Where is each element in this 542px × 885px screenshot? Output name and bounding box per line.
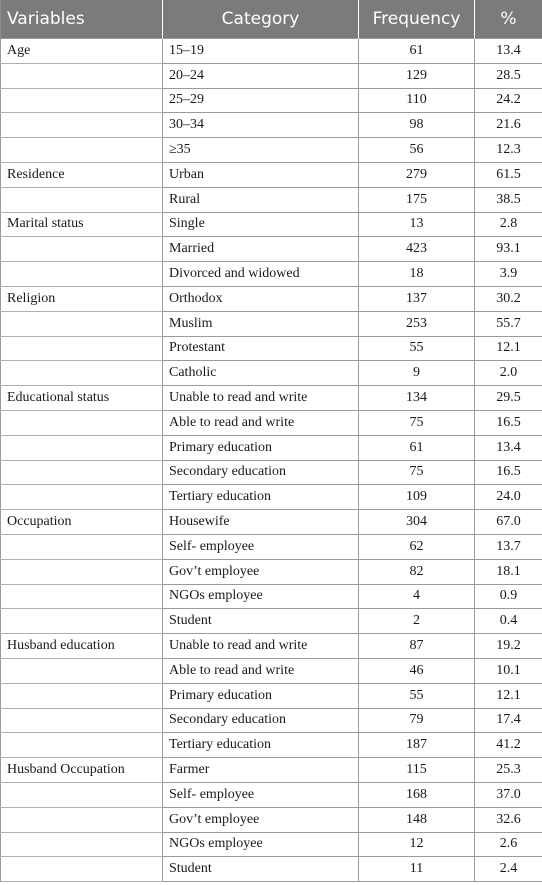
cell-percent: 93.1 <box>475 237 542 262</box>
header-row <box>1 0 542 39</box>
cell-variable <box>1 609 163 634</box>
cell-percent: 16.5 <box>475 460 542 485</box>
cell-variable: Husband education <box>1 634 163 659</box>
cell-category: Able to read and write <box>163 410 359 435</box>
cell-category: Unable to read and write <box>163 386 359 411</box>
cell-percent: 21.6 <box>475 113 542 138</box>
cell-variable <box>1 683 163 708</box>
table-row <box>1 807 542 832</box>
table-row <box>1 832 542 857</box>
cell-category: Married <box>163 237 359 262</box>
cell-variable <box>1 857 163 882</box>
cell-frequency: 253 <box>359 311 475 336</box>
table-row <box>1 386 542 411</box>
table-row <box>1 857 542 882</box>
table-row <box>1 162 542 187</box>
cell-frequency: 137 <box>359 286 475 311</box>
cell-percent: 2.0 <box>475 361 542 386</box>
table-row <box>1 113 542 138</box>
cell-percent: 55.7 <box>475 311 542 336</box>
cell-variable <box>1 782 163 807</box>
cell-variable <box>1 138 163 163</box>
cell-frequency: 175 <box>359 187 475 212</box>
table-row <box>1 510 542 535</box>
cell-percent: 37.0 <box>475 782 542 807</box>
cell-variable <box>1 658 163 683</box>
cell-frequency: 75 <box>359 410 475 435</box>
table-row <box>1 286 542 311</box>
cell-percent: 24.2 <box>475 88 542 113</box>
table-row <box>1 435 542 460</box>
table-row <box>1 733 542 758</box>
table-row <box>1 311 542 336</box>
table-row <box>1 187 542 212</box>
cell-frequency: 12 <box>359 832 475 857</box>
cell-frequency: 75 <box>359 460 475 485</box>
cell-variable <box>1 336 163 361</box>
cell-variable <box>1 435 163 460</box>
cell-variable <box>1 187 163 212</box>
cell-percent: 19.2 <box>475 634 542 659</box>
table-row <box>1 88 542 113</box>
cell-variable <box>1 88 163 113</box>
cell-variable <box>1 559 163 584</box>
cell-variable: Educational status <box>1 386 163 411</box>
header-variables: Variables <box>1 0 163 39</box>
cell-frequency: 61 <box>359 39 475 64</box>
cell-category: 15–19 <box>163 39 359 64</box>
cell-category: Able to read and write <box>163 658 359 683</box>
header-category: Category <box>163 0 359 39</box>
cell-percent: 61.5 <box>475 162 542 187</box>
cell-category: Single <box>163 212 359 237</box>
cell-category: NGOs employee <box>163 584 359 609</box>
cell-category: Student <box>163 609 359 634</box>
cell-frequency: 187 <box>359 733 475 758</box>
table-row <box>1 361 542 386</box>
table-row <box>1 237 542 262</box>
cell-percent: 18.1 <box>475 559 542 584</box>
cell-variable: Age <box>1 39 163 64</box>
cell-variable <box>1 832 163 857</box>
cell-frequency: 82 <box>359 559 475 584</box>
table-row <box>1 336 542 361</box>
cell-variable <box>1 708 163 733</box>
table-row <box>1 460 542 485</box>
cell-frequency: 9 <box>359 361 475 386</box>
table-body <box>1 39 542 882</box>
cell-frequency: 11 <box>359 857 475 882</box>
cell-category: Divorced and widowed <box>163 262 359 287</box>
cell-category: NGOs employee <box>163 832 359 857</box>
cell-frequency: 55 <box>359 683 475 708</box>
cell-category: Secondary education <box>163 708 359 733</box>
cell-percent: 0.4 <box>475 609 542 634</box>
cell-percent: 17.4 <box>475 708 542 733</box>
cell-category: Tertiary education <box>163 485 359 510</box>
cell-percent: 12.3 <box>475 138 542 163</box>
cell-percent: 10.1 <box>475 658 542 683</box>
cell-category: Self- employee <box>163 782 359 807</box>
cell-category: Secondary education <box>163 460 359 485</box>
cell-variable <box>1 410 163 435</box>
cell-frequency: 4 <box>359 584 475 609</box>
cell-variable <box>1 733 163 758</box>
cell-category: ≥35 <box>163 138 359 163</box>
cell-frequency: 79 <box>359 708 475 733</box>
cell-frequency: 115 <box>359 758 475 783</box>
cell-frequency: 46 <box>359 658 475 683</box>
table-row <box>1 39 542 64</box>
cell-frequency: 304 <box>359 510 475 535</box>
table-row <box>1 708 542 733</box>
header-frequency: Frequency <box>359 0 475 39</box>
cell-percent: 2.8 <box>475 212 542 237</box>
cell-category: Rural <box>163 187 359 212</box>
cell-variable <box>1 807 163 832</box>
cell-percent: 12.1 <box>475 336 542 361</box>
cell-percent: 0.9 <box>475 584 542 609</box>
table-header <box>1 0 542 39</box>
cell-frequency: 56 <box>359 138 475 163</box>
cell-frequency: 423 <box>359 237 475 262</box>
table-row <box>1 634 542 659</box>
cell-variable <box>1 460 163 485</box>
table-row <box>1 683 542 708</box>
cell-category: Primary education <box>163 683 359 708</box>
cell-variable <box>1 63 163 88</box>
table-row <box>1 758 542 783</box>
cell-variable: Marital status <box>1 212 163 237</box>
cell-variable: Religion <box>1 286 163 311</box>
cell-percent: 28.5 <box>475 63 542 88</box>
cell-category: 25–29 <box>163 88 359 113</box>
cell-percent: 29.5 <box>475 386 542 411</box>
cell-variable: Residence <box>1 162 163 187</box>
cell-percent: 16.5 <box>475 410 542 435</box>
cell-frequency: 18 <box>359 262 475 287</box>
cell-category: 30–34 <box>163 113 359 138</box>
cell-frequency: 109 <box>359 485 475 510</box>
cell-frequency: 13 <box>359 212 475 237</box>
table-row <box>1 138 542 163</box>
cell-variable <box>1 113 163 138</box>
cell-category: Primary education <box>163 435 359 460</box>
cell-variable <box>1 237 163 262</box>
table-row <box>1 584 542 609</box>
table-row <box>1 63 542 88</box>
cell-percent: 13.4 <box>475 435 542 460</box>
cell-variable <box>1 485 163 510</box>
cell-percent: 41.2 <box>475 733 542 758</box>
cell-percent: 32.6 <box>475 807 542 832</box>
cell-percent: 30.2 <box>475 286 542 311</box>
cell-frequency: 61 <box>359 435 475 460</box>
cell-variable <box>1 361 163 386</box>
cell-percent: 24.0 <box>475 485 542 510</box>
cell-percent: 3.9 <box>475 262 542 287</box>
cell-category: Unable to read and write <box>163 634 359 659</box>
cell-variable <box>1 534 163 559</box>
cell-category: Orthodox <box>163 286 359 311</box>
cell-category: Urban <box>163 162 359 187</box>
cell-category: Protestant <box>163 336 359 361</box>
cell-frequency: 87 <box>359 634 475 659</box>
header-percent: % <box>475 0 542 39</box>
cell-category: Gov’t employee <box>163 559 359 584</box>
cell-category: Student <box>163 857 359 882</box>
cell-category: Catholic <box>163 361 359 386</box>
cell-category: Housewife <box>163 510 359 535</box>
cell-frequency: 279 <box>359 162 475 187</box>
cell-frequency: 110 <box>359 88 475 113</box>
cell-frequency: 129 <box>359 63 475 88</box>
cell-category: Muslim <box>163 311 359 336</box>
table-row <box>1 485 542 510</box>
cell-frequency: 148 <box>359 807 475 832</box>
table-row <box>1 559 542 584</box>
table-row <box>1 262 542 287</box>
cell-variable: Husband Occupation <box>1 758 163 783</box>
table-row <box>1 410 542 435</box>
cell-percent: 67.0 <box>475 510 542 535</box>
cell-category: Self- employee <box>163 534 359 559</box>
cell-variable: Occupation <box>1 510 163 535</box>
cell-percent: 13.7 <box>475 534 542 559</box>
cell-variable <box>1 584 163 609</box>
cell-category: 20–24 <box>163 63 359 88</box>
cell-percent: 2.4 <box>475 857 542 882</box>
cell-percent: 13.4 <box>475 39 542 64</box>
table-row <box>1 534 542 559</box>
cell-variable <box>1 262 163 287</box>
cell-frequency: 55 <box>359 336 475 361</box>
cell-frequency: 98 <box>359 113 475 138</box>
cell-percent: 12.1 <box>475 683 542 708</box>
cell-frequency: 168 <box>359 782 475 807</box>
cell-percent: 38.5 <box>475 187 542 212</box>
table-row <box>1 658 542 683</box>
cell-percent: 25.3 <box>475 758 542 783</box>
table-row <box>1 609 542 634</box>
table-row <box>1 212 542 237</box>
cell-variable <box>1 311 163 336</box>
cell-frequency: 134 <box>359 386 475 411</box>
cell-percent: 2.6 <box>475 832 542 857</box>
cell-category: Farmer <box>163 758 359 783</box>
cell-category: Gov’t employee <box>163 807 359 832</box>
table-row <box>1 782 542 807</box>
cell-frequency: 2 <box>359 609 475 634</box>
cell-category: Tertiary education <box>163 733 359 758</box>
cell-frequency: 62 <box>359 534 475 559</box>
